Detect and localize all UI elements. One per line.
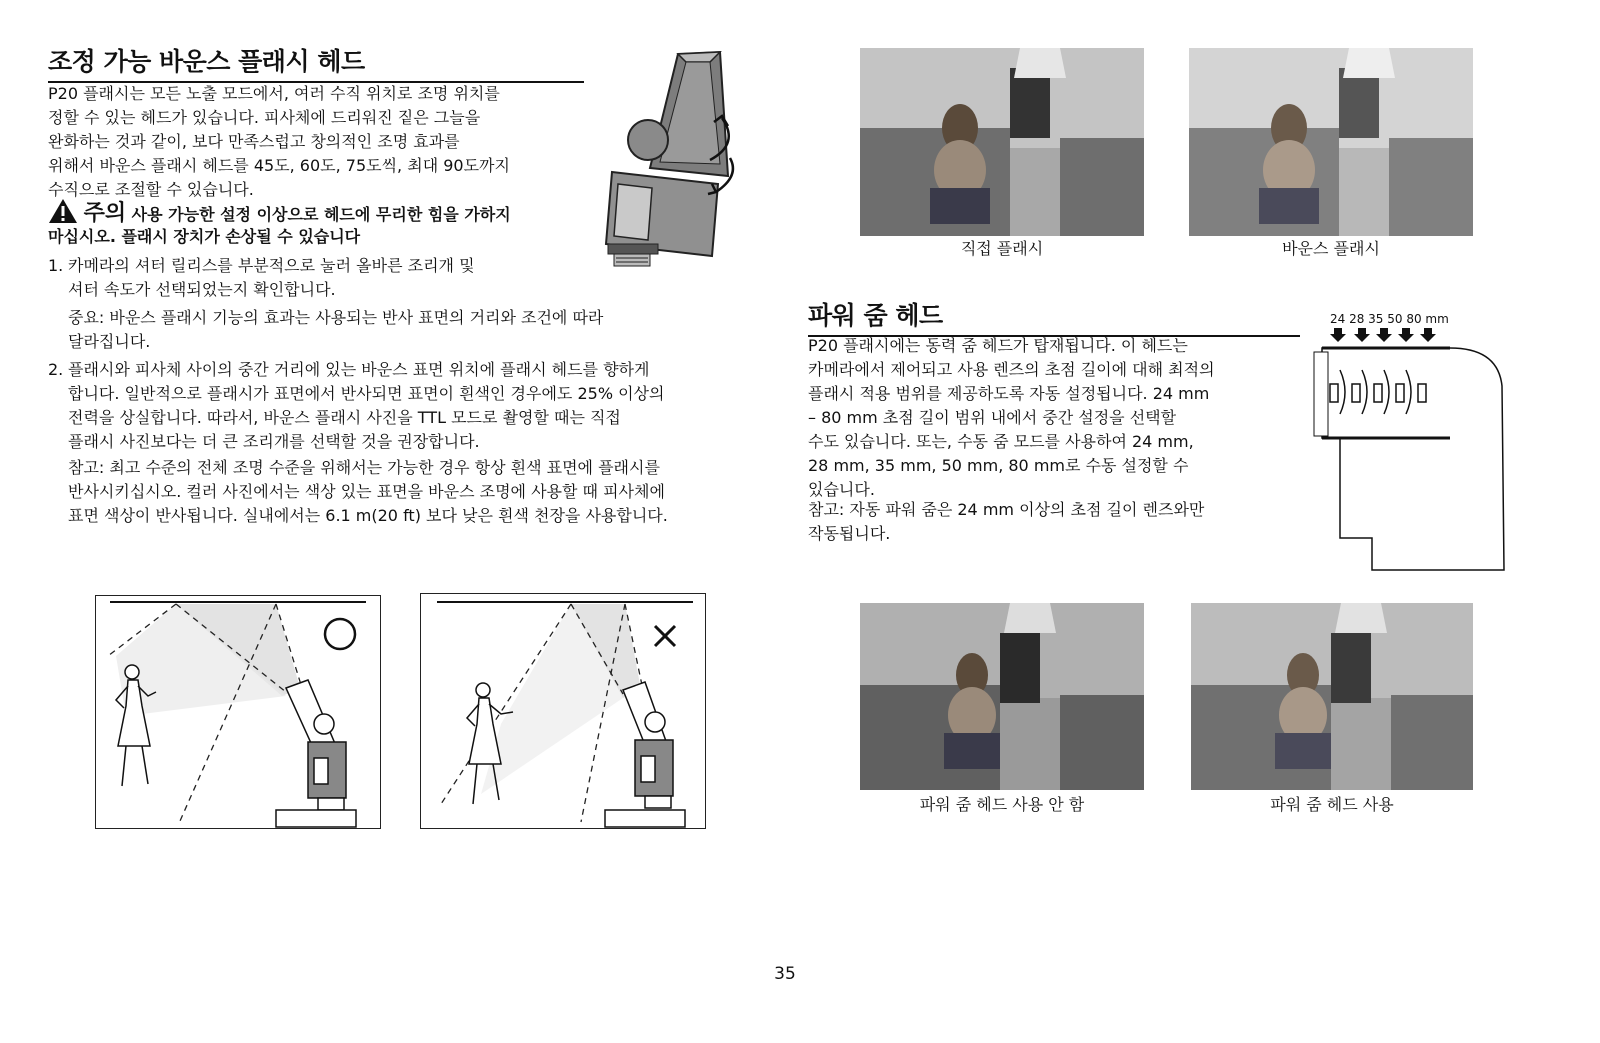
photo-bounce-flash	[1189, 48, 1473, 236]
page-number: 35	[774, 964, 796, 984]
zoom-body	[808, 334, 1288, 502]
photo-caption: 파워 줌 헤드 사용	[1270, 795, 1394, 814]
zoom-line: 카메라에서 제어되고 사용 렌즈의 초점 길이에 대해 최적의	[808, 360, 1215, 379]
caution-text: 마십시오. 플래시 장치가 손상될 수 있습니다	[48, 227, 361, 246]
important-note	[68, 306, 748, 354]
cross-mark-icon	[655, 626, 675, 646]
list-item	[48, 254, 608, 302]
bounce-note	[68, 456, 778, 528]
zoom-section	[808, 296, 1300, 337]
photo-caption: 직접 플래시	[960, 239, 1044, 258]
bounce-diagram-correct	[95, 595, 381, 829]
important-line: 달라집니다.	[68, 332, 151, 351]
intro-line: P20 플래시는 모든 노출 모드에서, 여러 수직 위치로 조명 위치를	[48, 84, 500, 103]
step-text: 셔터 속도가 선택되었는지 확인합니다.	[68, 280, 336, 299]
down-arrow-icon	[1330, 328, 1436, 342]
note-line: 표면 색상이 반사됩니다. 실내에서는 6.1 m(20 ft) 보다 낮은 흰색 천장을 사용합니다.	[68, 506, 668, 525]
step-text: 카메라의 셔터 릴리스를 부분적으로 눌러 올바른 조리개 및	[68, 256, 475, 275]
bounce-intro	[48, 82, 588, 202]
step-list	[48, 358, 768, 454]
flash-body-icon	[606, 172, 718, 266]
photo-caption: 바운스 플래시	[1282, 239, 1380, 258]
zoom-line: 수도 있습니다. 또는, 수동 줌 모드를 사용하여 24 mm,	[808, 432, 1194, 451]
step-text: 플래시와 피사체 사이의 중간 거리에 있는 바운스 표면 위치에 플래시 헤드를 향하게	[68, 360, 650, 379]
zoom-scale-label: 24 28 35 50 80 mm	[1330, 312, 1449, 326]
note-line: 참고: 최고 수준의 전체 조명 수준을 위해서는 가능한 경우 항상 흰색 표면에 플래시를	[68, 458, 660, 477]
caution-title: 주의	[83, 201, 127, 226]
flash-unit-icon	[276, 680, 356, 827]
step-number: 1.	[48, 256, 64, 275]
left-section	[48, 42, 584, 83]
step-list	[48, 254, 608, 302]
intro-line: 위해서 바운스 플래시 헤드를 45도, 60도, 75도씩, 최대 90도까지	[48, 156, 510, 175]
zoom-note	[808, 498, 1288, 546]
intro-line: 정할 수 있는 헤드가 있습니다. 피사체에 드리워진 짙은 그늘을	[48, 108, 481, 127]
step-text: 전력을 상실합니다. 따라서, 바운스 플래시 사진을 TTL 모드로 촬영할 때는 직접	[68, 408, 621, 427]
intro-line: 수직으로 조절할 수 있습니다.	[48, 180, 254, 199]
list-item	[48, 358, 768, 454]
note-line: 작동됩니다.	[808, 524, 891, 543]
photo-caption: 파워 줌 헤드 사용 안 함	[919, 795, 1085, 814]
zoom-line: 플래시 적용 범위를 제공하도록 자동 설정됩니다. 24 mm	[808, 384, 1210, 403]
intro-line: 완화하는 것과 같이, 보다 만족스럽고 창의적인 조명 효과를	[48, 132, 460, 151]
photo-zoom-off	[860, 603, 1144, 790]
step-text: 합니다. 일반적으로 플래시가 표면에서 반사되면 표면이 흰색인 경우에도 25% 이상의	[68, 384, 665, 403]
caution-text: 사용 가능한 설정 이상으로 헤드에 무리한 힘을 가하지	[131, 205, 511, 224]
section-title-bounce: 조정 가능 바운스 플래시 헤드	[48, 42, 584, 83]
zoom-line: P20 플래시에는 동력 줌 헤드가 탑재됩니다. 이 헤드는	[808, 336, 1188, 355]
caution-block	[48, 198, 608, 248]
important-line: 중요: 바운스 플래시 기능의 효과는 사용되는 반사 표면의 거리와 조건에 따라	[68, 308, 604, 327]
bounce-diagram-incorrect	[420, 593, 706, 829]
bounce-flash-illustration	[590, 44, 770, 274]
zoom-line: 28 mm, 35 mm, 50 mm, 80 mm로 수동 설정할 수	[808, 456, 1189, 475]
photo-zoom-on	[1191, 603, 1473, 790]
warning-icon	[48, 198, 78, 224]
zoom-line: 있습니다.	[808, 480, 875, 499]
zoom-head-illustration	[1310, 326, 1510, 576]
photo-direct-flash	[860, 48, 1144, 236]
step-text: 플래시 사진보다는 더 큰 조리개를 선택할 것을 권장합니다.	[68, 432, 480, 451]
step-number: 2.	[48, 360, 64, 379]
note-line: 참고: 자동 파워 줌은 24 mm 이상의 초점 길이 렌즈와만	[808, 500, 1205, 519]
flash-unit-icon	[605, 682, 685, 827]
zoom-line: – 80 mm 초점 길이 범위 내에서 중간 설정을 선택할	[808, 408, 1177, 427]
note-line: 반사시키십시오. 컬러 사진에서는 색상 있는 표면을 바운스 조명에 사용할 때 피사체에	[68, 482, 665, 501]
section-title-zoom: 파워 줌 헤드	[808, 296, 1300, 337]
